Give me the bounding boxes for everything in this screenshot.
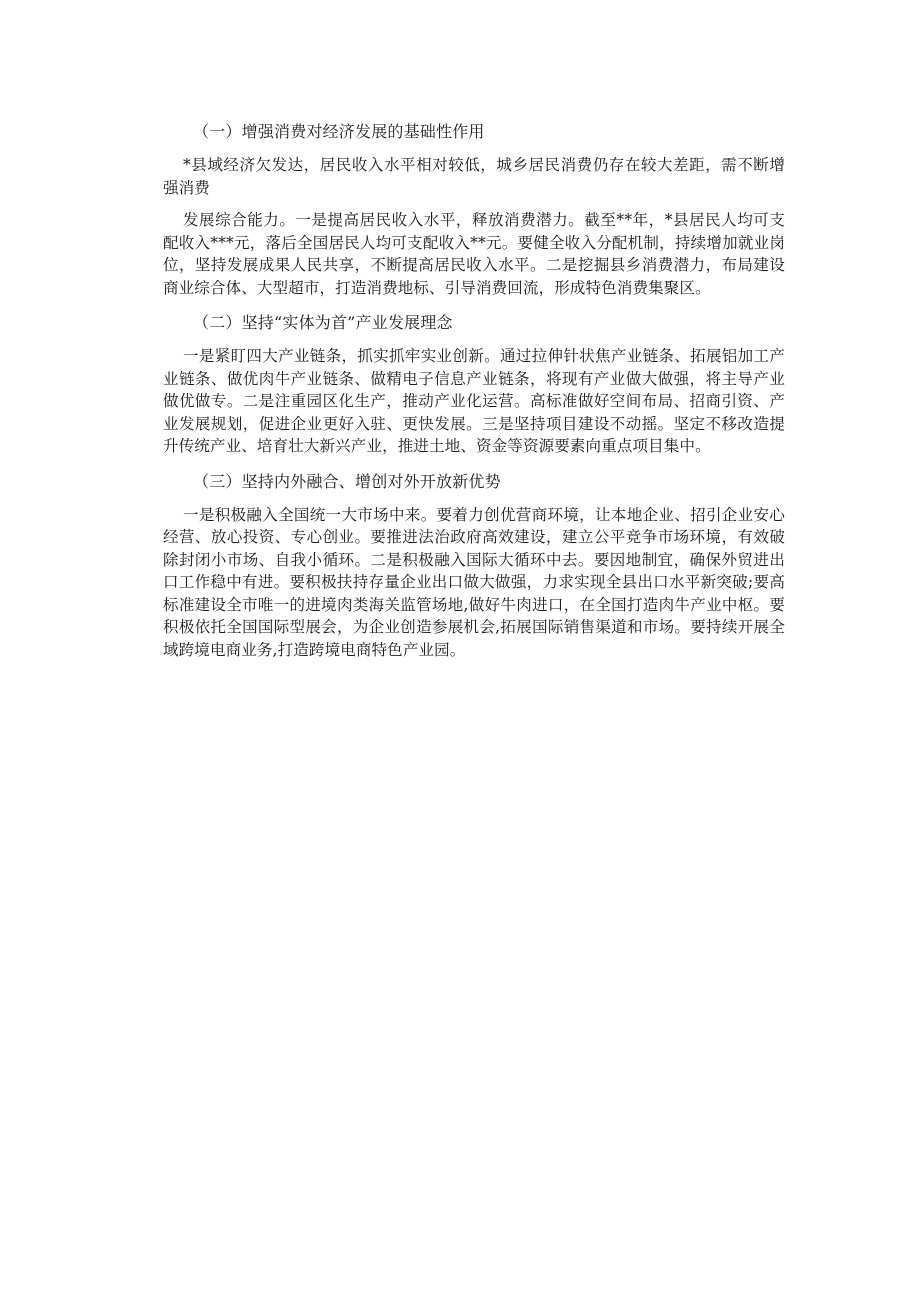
section-heading: （二）坚持“实体为首”产业发展理念	[193, 313, 453, 332]
paragraph: 一是紧盯四大产业链条，抓实抓牢实业创新。通过拉伸针状焦产业链条、拓展铝加工产业链条、做优肉牛产业链条、做精电子信息产业链条，将现有产业做大做强，将主导产业做优做专。二是注重园区化生产，推动产业化运营。高标准做好空间布局、招商引资、产业发展规划，促进企业更好入驻、更快发展。三是坚持项目建设不动摇。坚定不移改造提升传统产业、培育壮大新兴产业，推进土地、资金等资源要素向重点项目集中。	[163, 347, 785, 455]
section-heading: （一）增强消费对经济发展的基础性作用	[193, 122, 485, 141]
paragraph: 发展综合能力。一是提高居民收入水平，释放消费潜力。截至**年，*县居民人均可支配收入***元，落后全国居民人均可支配收入**元。要健全收入分配机制，持续增加就业岗位，坚持发展成果人民共享，不断提高居民收入水平。二是挖掘县乡消费潜力，布局建设商业综合体、大型超市，打造消费地标、引导消费回流，形成特色消费集聚区。	[163, 211, 785, 297]
paragraph: 一是积极融入全国统一大市场中来。要着力创优营商环境，让本地企业、招引企业安心经营、放心投资、专心创业。要推进法治政府高效建设，建立公平竞争市场环境，有效破除封闭小市场、自我小循环。二是积极融入国际大循环中去。要因地制宜，确保外贸进出口工作稳中有进。要积极扶持存量企业出口做大做强，力求实现全县出口水平新突破;要高标准建设全市唯一的进境肉类海关监管场地,做好牛肉进口，在全国打造肉牛产业中枢。要积极依托全国国际型展会，为企业创造参展机会,拓展国际销售渠道和市场。要持续开展全域跨境电商业务,打造跨境电商特色产业园。	[163, 505, 785, 659]
section-1	[163, 118, 785, 299]
section-3	[163, 468, 785, 662]
section-heading: （三）坚持内外融合、增创对外开放新优势	[193, 471, 501, 491]
paragraph: *县域经济欠发达，居民收入水平相对较低，城乡居民消费仍存在较大差距，需不断增强消费	[163, 156, 785, 197]
document-page	[163, 118, 785, 671]
section-2	[163, 309, 785, 458]
